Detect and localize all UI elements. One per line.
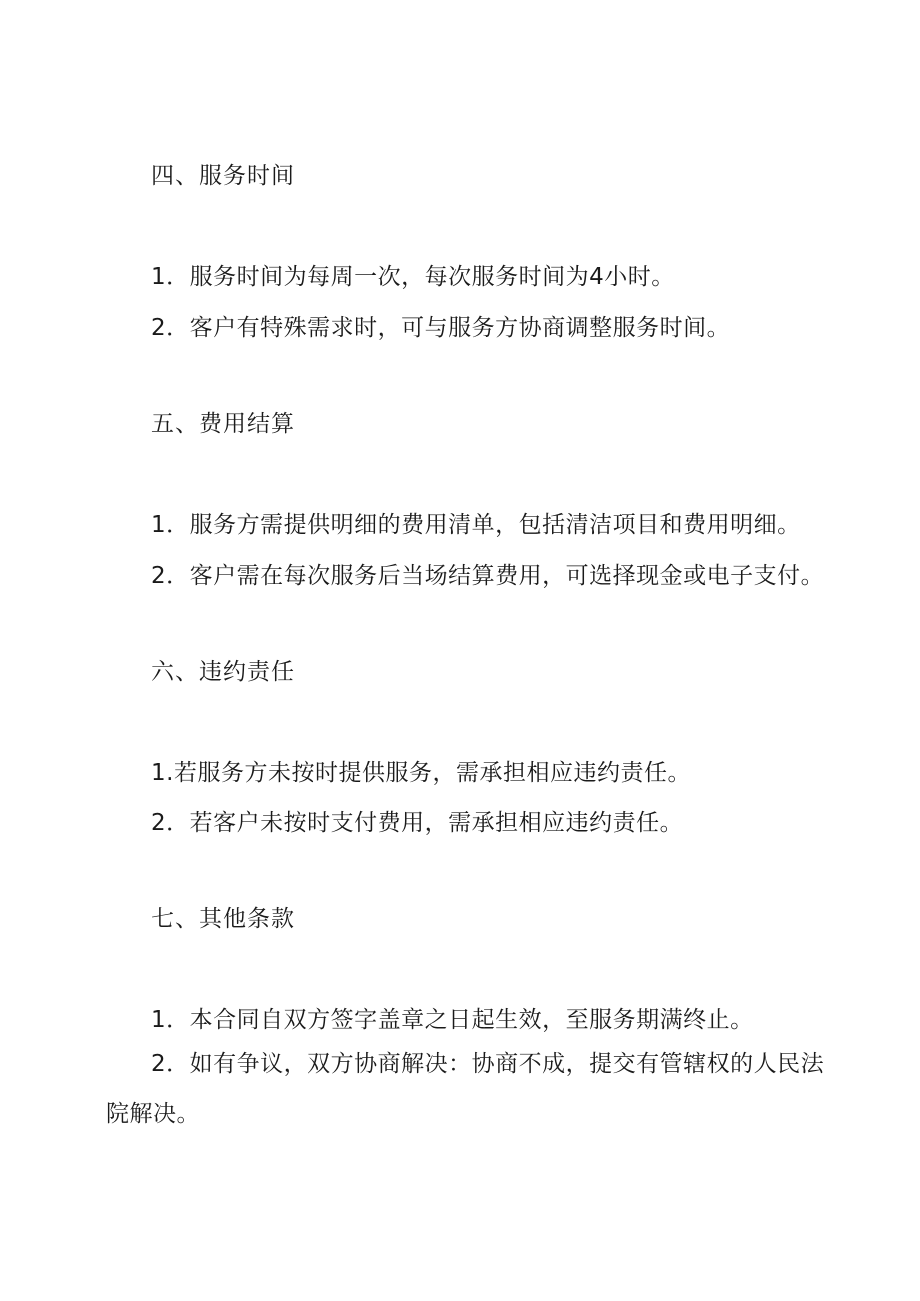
- clause-service-time-2: 2．客户有特殊需求时，可与服务方协商调整服务时间。: [151, 315, 731, 341]
- clause-fee-settlement-1: 1．服务方需提供明细的费用清单，包括清洁项目和费用明细。: [151, 512, 801, 538]
- clause-other-terms-2: 2．如有争议，双方协商解决：协商不成，提交有管辖权的人民法: [151, 1051, 825, 1077]
- clause-service-time-1: 1．服务时间为每周一次，每次服务时间为4小时。: [151, 264, 675, 290]
- clause-fee-settlement-2: 2．客户需在每次服务后当场结算费用，可选择现金或电子支付。: [151, 563, 825, 589]
- clause-other-terms-1: 1．本合同自双方签字盖章之日起生效，至服务期满终止。: [151, 1007, 754, 1033]
- section-heading-service-time: 四、服务时间: [151, 163, 295, 189]
- clause-breach-liability-2: 2．若客户未按时支付费用，需承担相应违约责任。: [151, 810, 684, 836]
- clause-other-terms-2-continued: 院解决。: [106, 1101, 200, 1127]
- section-heading-breach-liability: 六、违约责任: [151, 659, 295, 685]
- clause-breach-liability-1: 1.若服务方未按时提供服务，需承担相应违约责任。: [151, 760, 691, 786]
- section-heading-fee-settlement: 五、费用结算: [151, 411, 295, 437]
- section-heading-other-terms: 七、其他条款: [151, 906, 295, 932]
